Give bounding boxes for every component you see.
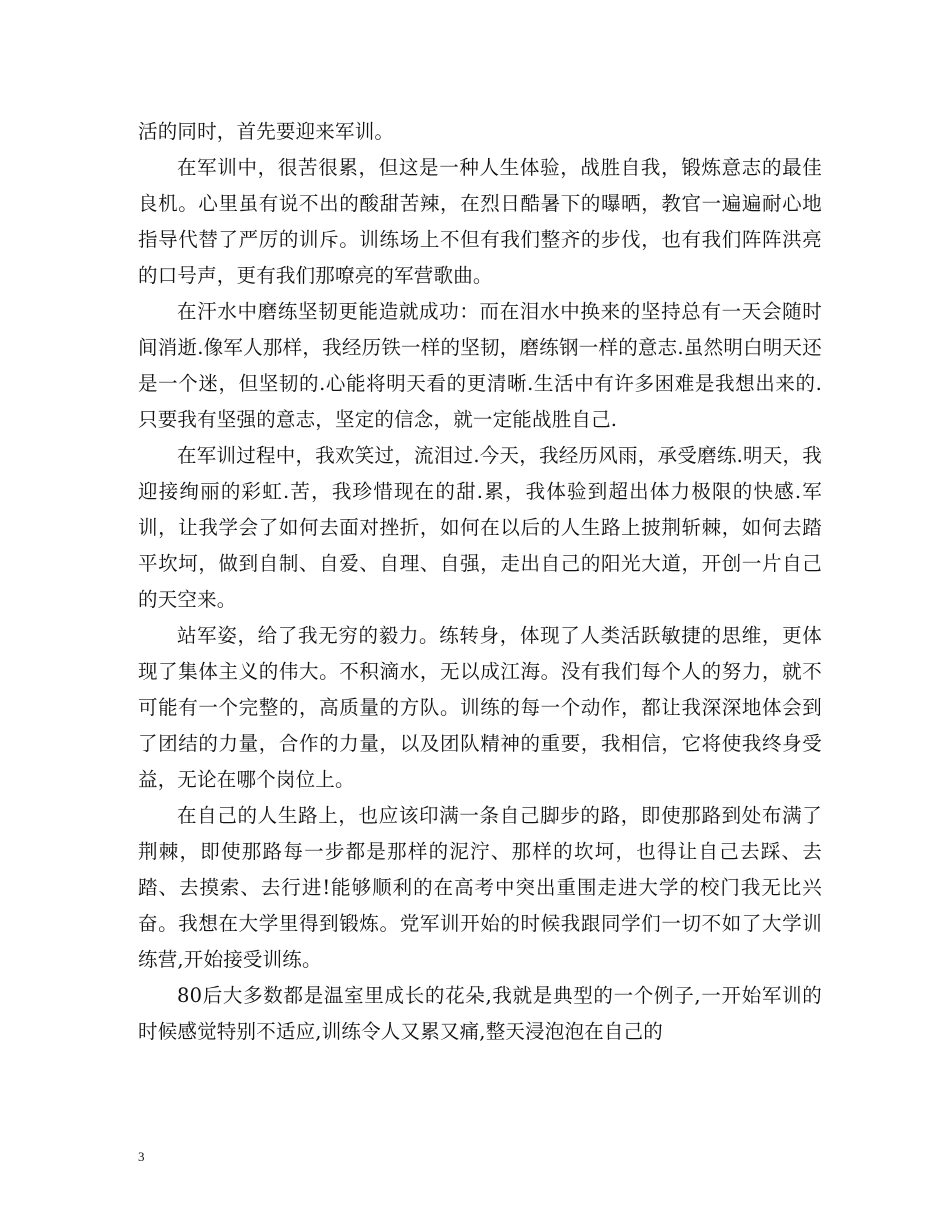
paragraph-2: 在军训中，很苦很累，但这是一种人生体验，战胜自我，锻炼意志的最佳良机。心里虽有说不出的酸甜苦辣，在烈日酷暑下的曝晒，教官一遍遍耐心地指导代替了严厉的训斥。训练场上不但有我们整齐的步伐，也有我们阵阵洪亮的口号声，更有我们那嘹亮的军营歌曲。: [138, 156, 822, 287]
paragraph-6: 在自己的人生路上，也应该印满一条自己脚步的路，即使那路到处布满了荆棘，即使那路每一步都是那样的泥泞、那样的坎坷，也得让自己去踩、去踏、去摸索、去行进!能够顺利的在高考中突出重围走进大学的校门我无比兴奋。我想在大学里得到锻炼。党军训开始的时候我跟同学们一切不如了大学训练营,开始接受训练。: [138, 804, 822, 971]
paragraph-7: 80后大多数都是温室里成长的花朵,我就是典型的一个例子,一开始军训的时候感觉特别不适应,训练令人又累又痛,整天浸泡泡在自己的: [138, 984, 822, 1043]
page-number: 3: [138, 1149, 145, 1164]
body-text: [138, 114, 822, 1050]
paragraph-3: 在汗水中磨练坚韧更能造就成功：而在泪水中换来的坚持总有一天会随时间消逝.像军人那样，我经历铁一样的坚韧，磨练钢一样的意志.虽然明白明天还是一个迷，但坚韧的.心能将明天看的更清晰.生活中有许多困难是我想出来的.只要我有坚强的意志，坚定的信念，就一定能战胜自己.: [138, 300, 822, 431]
paragraph-1: 活的同时，首先要迎来军训。: [138, 120, 395, 143]
paragraph-5: 站军姿，给了我无穷的毅力。练转身，体现了人类活跃敏捷的思维，更体现了集体主义的伟大。不积滴水，无以成江海。没有我们每个人的努力，就不可能有一个完整的，高质量的方队。训练的每一个动作，都让我深深地体会到了团结的力量，合作的力量，以及团队精神的重要，我相信，它将使我终身受益，无论在哪个岗位上。: [138, 624, 822, 791]
paragraph-4: 在军训过程中，我欢笑过，流泪过.今天，我经历风雨，承受磨练.明天，我迎接绚丽的彩虹.苦，我珍惜现在的甜.累，我体验到超出体力极限的快感.军训，让我学会了如何去面对挫折，如何在以后的人生路上披荆斩棘，如何去踏平坎坷，做到自制、自爱、自理、自强，走出自己的阳光大道，开创一片自己的天空来。: [138, 444, 822, 611]
